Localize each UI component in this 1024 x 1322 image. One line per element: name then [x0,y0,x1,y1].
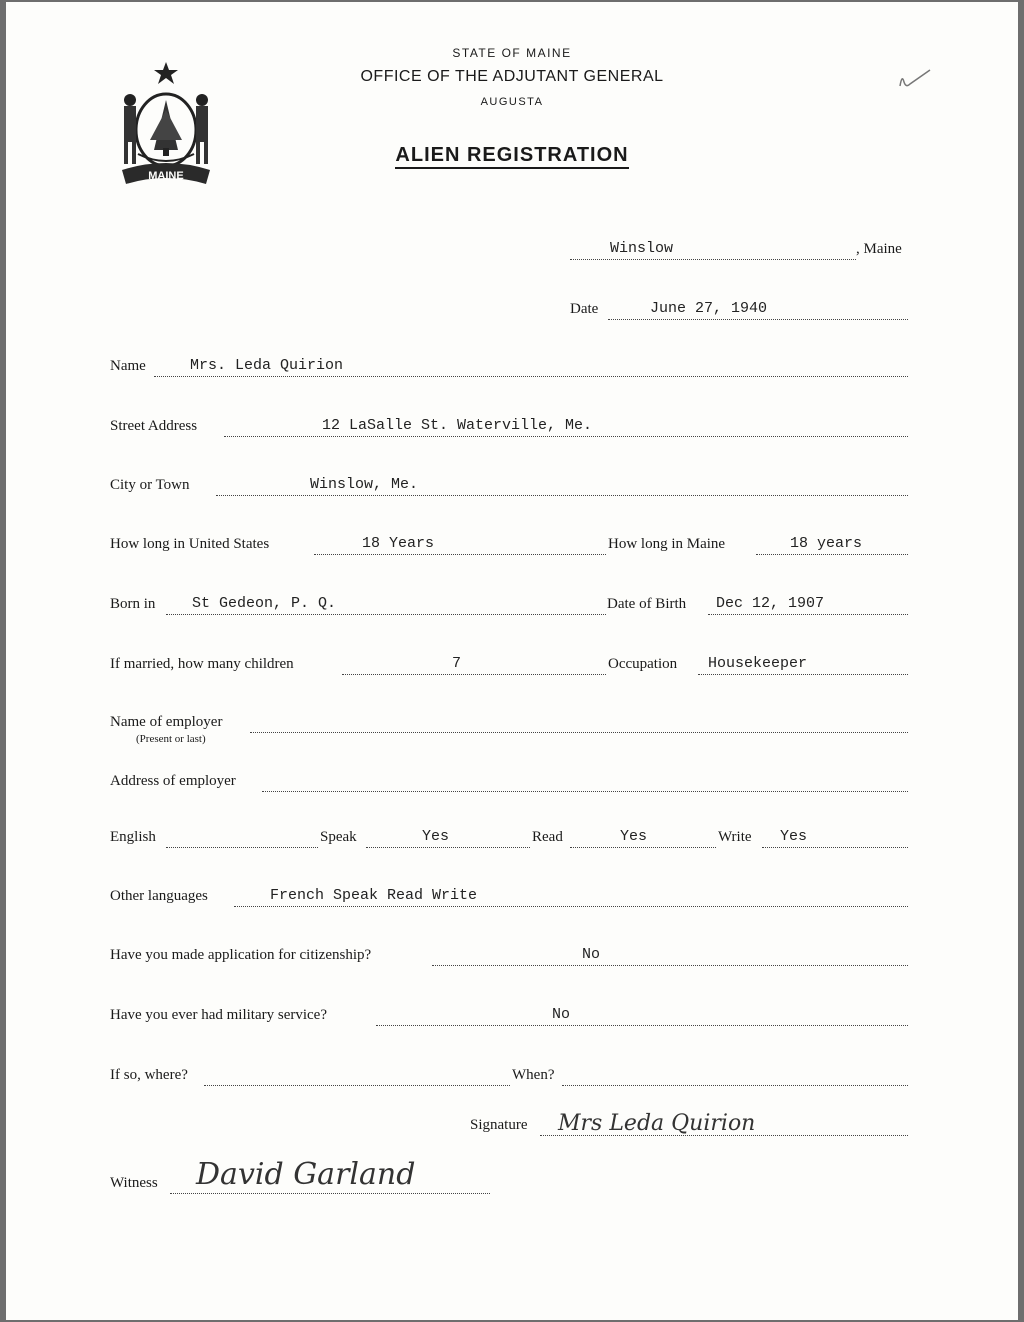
dob-value[interactable]: Dec 12, 1907 [716,595,825,612]
name-label: Name [110,358,146,374]
witness-label: Witness [110,1175,158,1191]
children-label: If married, how many children [110,656,294,672]
employer-line [250,732,908,733]
military-label: Have you ever had military service? [110,1007,327,1023]
if-so-row [6,1062,1018,1086]
other-languages-line [234,906,908,907]
place-row [6,236,1018,260]
employer-label: Name of employer [110,714,223,730]
birth-row [6,591,1018,615]
citizenship-value[interactable]: No [582,946,601,963]
born-in-line [166,614,606,615]
family-row [6,651,1018,675]
dob-line [708,614,908,615]
street-row [6,413,1018,437]
name-row [6,353,1018,377]
write-label: Write [718,829,752,845]
other-languages-label: Other languages [110,888,208,904]
speak-label: Speak [320,829,357,845]
maine-years-label: How long in Maine [608,536,726,552]
english-label: English [110,829,156,845]
military-line [376,1025,908,1026]
name-value[interactable]: Mrs. Leda Quirion [190,357,344,374]
street-value[interactable]: 12 LaSalle St. Waterville, Me. [322,417,593,434]
registration-form [6,2,1018,1320]
date-line [608,319,908,320]
citizenship-row [6,942,1018,966]
place-line [570,259,856,260]
military-value[interactable]: No [552,1006,571,1023]
header-office: OFFICE OF THE ADJUTANT GENERAL [360,68,664,85]
place-suffix: , Maine [856,241,902,257]
date-value[interactable]: June 27, 1940 [650,300,768,317]
children-line [342,674,606,675]
header-city: AUGUSTA [480,96,544,108]
us-years-label: How long in United States [110,536,270,552]
speak-value[interactable]: Yes [422,828,450,845]
born-in-label: Born in [110,596,156,612]
military-row [6,1002,1018,1026]
header-state: STATE OF MAINE [452,46,572,60]
street-label: Street Address [110,418,198,434]
where-label: If so, where? [110,1067,188,1083]
write-line [762,847,908,848]
employer-sublabel: (Present or last) [136,733,206,745]
us-years-line [314,554,606,555]
employer-address-line [262,791,908,792]
svg-text:MAINE: MAINE [148,170,184,182]
when-label: When? [512,1067,555,1083]
citizenship-label: Have you made application for citizenship? [110,947,372,963]
city-value[interactable]: Winslow, Me. [310,476,419,493]
born-in-value[interactable]: St Gedeon, P. Q. [192,595,337,612]
maine-years-value[interactable]: 18 years [790,535,863,552]
form-title [6,144,1018,167]
date-label: Date [570,301,599,317]
maine-years-line [756,554,908,555]
when-line [562,1085,908,1086]
city-row [6,472,1018,496]
us-years-value[interactable]: 18 Years [362,535,435,552]
read-label: Read [532,829,563,845]
other-languages-value[interactable]: French Speak Read Write [270,887,478,904]
witness-value[interactable]: David Garland [196,1157,416,1192]
witness-line [170,1193,490,1194]
city-label: City or Town [110,477,190,493]
occupation-label: Occupation [608,656,678,672]
employer-address-row [6,768,1018,792]
signature-value[interactable]: Mrs Leda Quirion [558,1111,756,1136]
signature-label: Signature [470,1117,528,1133]
write-value[interactable]: Yes [780,828,808,845]
occupation-value[interactable]: Housekeeper [708,655,808,672]
read-value[interactable]: Yes [620,828,648,845]
read-line [570,847,716,848]
duration-row [6,531,1018,555]
where-line [204,1085,510,1086]
occupation-line [698,674,908,675]
other-languages-row [6,883,1018,907]
form-title-text: ALIEN REGISTRATION [395,144,628,169]
witness-row [6,1157,1018,1194]
dob-label: Date of Birth [607,596,687,612]
speak-line [366,847,530,848]
city-line [216,495,908,496]
employer-row [6,709,1018,745]
street-line [224,436,908,437]
citizenship-line [432,965,908,966]
children-value[interactable]: 7 [452,655,462,672]
date-row [6,296,1018,320]
english-row [6,824,1018,848]
signature-row [6,1112,1018,1136]
place-value[interactable]: Winslow [610,240,674,257]
english-line [166,847,318,848]
employer-address-label: Address of employer [110,773,236,789]
name-line [154,376,908,377]
